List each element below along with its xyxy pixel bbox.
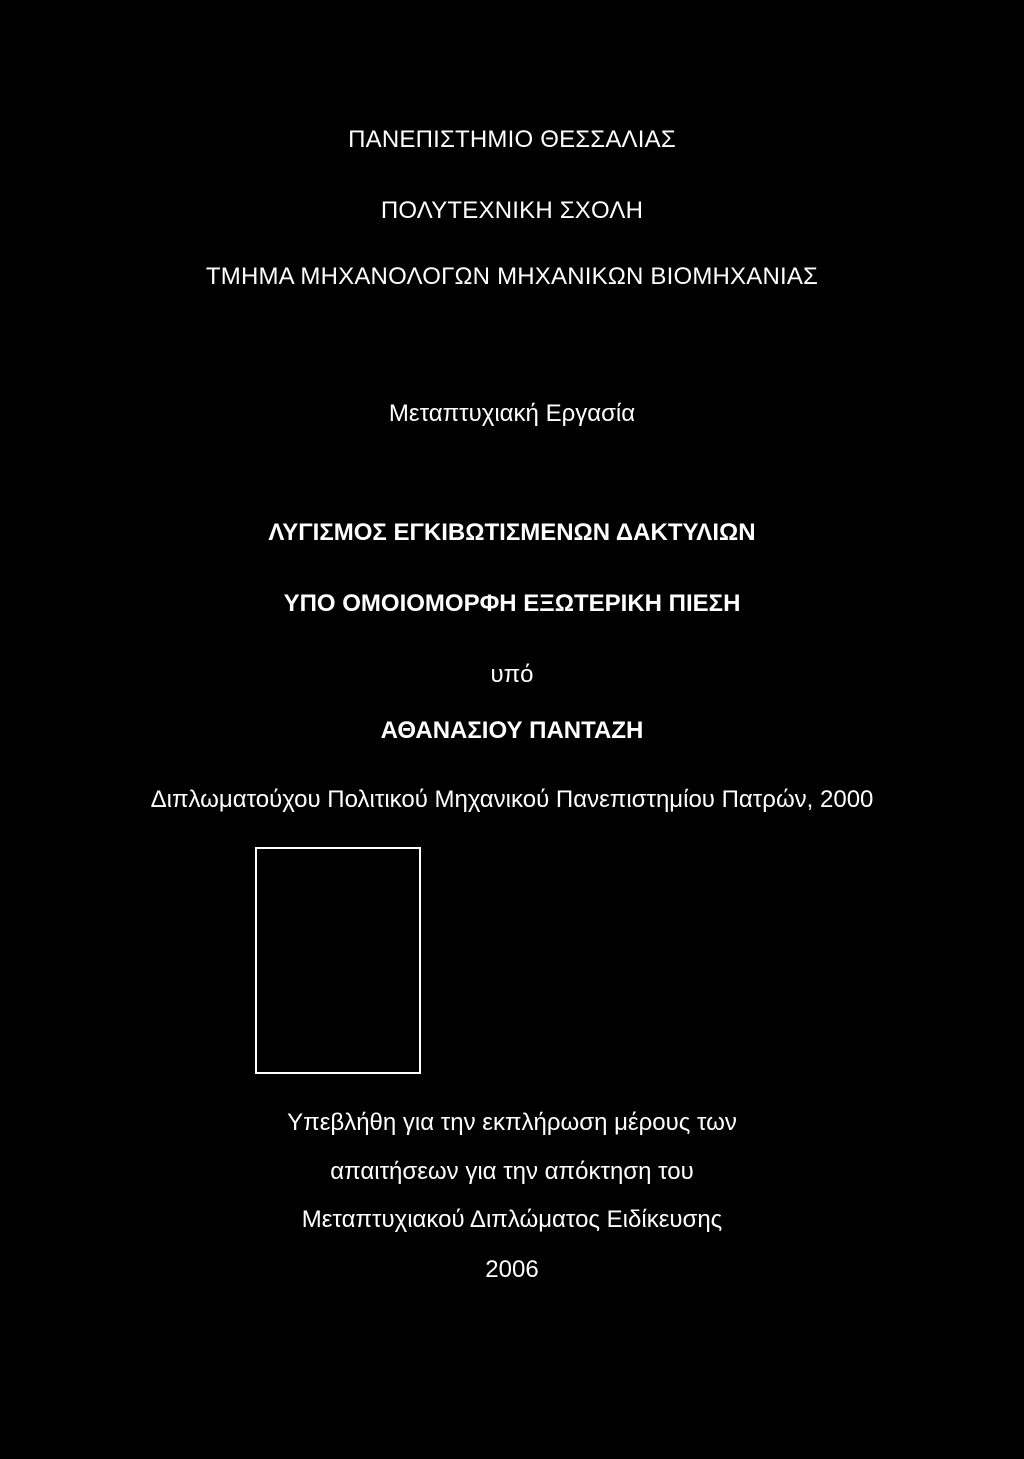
- university-name: ΠΑΝΕΠΙΣΤΗΜΙΟ ΘΕΣΣΑΛΙΑΣ: [348, 126, 676, 153]
- submission-line2: απαιτήσεων για την απόκτηση του: [330, 1158, 694, 1185]
- school-name: ΠΟΛΥΤΕΧΝΙΚΗ ΣΧΟΛΗ: [380, 197, 644, 224]
- department-name: ΤΜΗΜΑ ΜΗΧΑΝΟΛΟΓΩΝ ΜΗΧΑΝΙΚΩΝ ΒΙΟΜΗΧΑΝΙΑΣ: [205, 263, 819, 290]
- submission-year: 2006: [485, 1256, 539, 1283]
- submission-line3: Μεταπτυχιακού Διπλώματος Ειδίκευσης: [301, 1206, 723, 1233]
- photo-frame: [255, 847, 421, 1074]
- thesis-title-line2: ΥΠΟ ΟΜΟΙΟΜΟΡΦΗ ΕΞΩΤΕΡΙΚΗ ΠΙΕΣΗ: [283, 590, 741, 617]
- submission-line1: Υπεβλήθη για την εκπλήρωση μέρους των: [287, 1109, 737, 1136]
- by-label: υπό: [490, 661, 534, 688]
- thesis-title-line1: ΛΥΓΙΣΜΟΣ ΕΓΚΙΒΩΤΙΣΜΕΝΩΝ ΔΑΚΤΥΛΙΩΝ: [268, 519, 756, 546]
- author-credentials: Διπλωματούχου Πολιτικού Μηχανικού Πανεπιστημίου Πατρών, 2000: [150, 786, 874, 813]
- thesis-type: Μεταπτυχιακή Εργασία: [388, 400, 636, 427]
- author-name: ΑΘΑΝΑΣΙΟΥ ΠΑΝΤΑΖΗ: [380, 717, 644, 744]
